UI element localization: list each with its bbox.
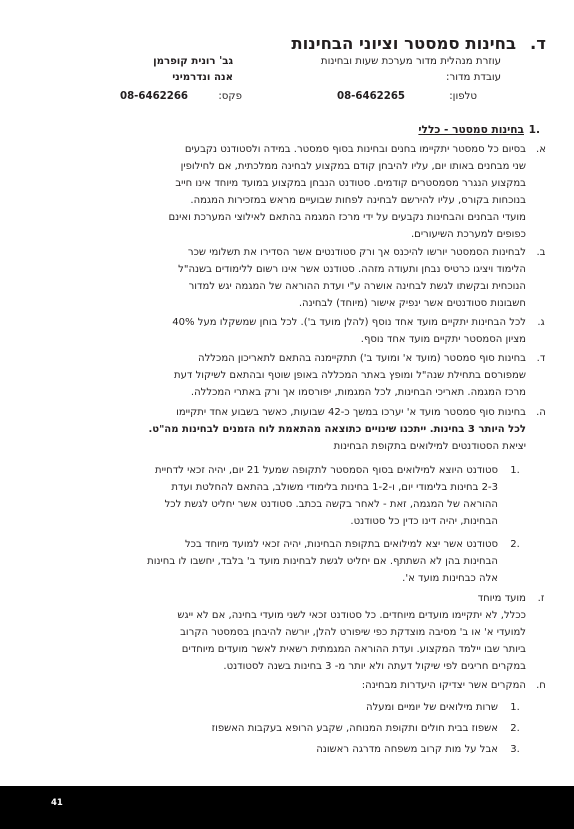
absence-title: המקרים אשר יצדיקו היעדרות מבחינה: (361, 680, 526, 691)
item-line: הלימוד ויציגו כרטיס נבחן ותעודה מזהה. סטודנט אשר אינו רשום ללימודים בשנה"ל (178, 264, 526, 275)
section-letter: ד. (530, 34, 546, 53)
list-item (74, 404, 546, 455)
item-line: ההוראה של המגמה, זאת - לאחר בקשה בכתב. סטודנט אשר יחליט לגשת לכל (164, 499, 498, 510)
item-line: למועדי א' או ב' מסיבה מוצדקת כפי שיפורט להלן, יורשה להיבחן בסמסטר הקרוב (180, 627, 526, 638)
absence-subitem (74, 720, 520, 737)
phone-label: טלפון: (449, 91, 477, 102)
contact-name-2: אנה ונדרמיני (172, 72, 233, 83)
item-line: לבחינות הסמסטר יורשו להיכנס אך ורק סטודנטים אשר הסדירו את תשלומי שכר (187, 247, 526, 258)
item-label: ג. (537, 317, 545, 328)
item-line: בנוכחות בקורס, עליו להירשם לבחינה לפחות שבועיים מראש במזכירות המגמה. (190, 195, 526, 206)
item-label: ז. (537, 593, 545, 604)
subitem-number: .1 (510, 465, 520, 476)
item-line: אשפוז בבית חולים ותקופת המנוחה, שקבע הרופא בעקבות האשפוז (211, 723, 498, 734)
item-line: לכל היותר 3 בחינות. ייתכנו שינויים כתוצאה מהתאמת לוח הזמנים לבחינות מה"ט. (148, 424, 526, 435)
list-item (74, 141, 546, 243)
item-line: הנוכחית ובקשתו לגשת לבחינה אושרה ע"י ועדת ההוראה של המגמה יגש למדור (188, 281, 526, 292)
item-line: מועדי הבחנים והבחינות נקבעים על ידי מרכז המגמה בהתאם לאילוצי המערכת ואינם (168, 212, 526, 223)
absence-item (74, 677, 546, 694)
item-line: סטודנט היוצא למילואים בסוף הסמסטר לתקופה שמעל 21 יום, יהיה זכאי לדחיית (155, 465, 498, 476)
item-line: בסיום כל סמסטר יתקיימו בחנים ובחינות בסוף סמסטר. במידה ולסטודנט נקבעים (184, 144, 526, 155)
special-title: מועד מיוחד (477, 593, 526, 604)
special-date-item (74, 590, 545, 675)
item-label: ב. (536, 247, 546, 258)
item-line: במקצוע הנגרר מסמסטרים קודמים. סטודנט הנבחן במקצוע במועד מיוחד אינו חייב (175, 178, 526, 189)
item-label: ה. (536, 407, 546, 418)
subitem-number: .3 (510, 744, 520, 755)
item-line: מציון הסמסטר יתקיים מועד אחד נוסף. (360, 334, 526, 345)
item-line: לכל הבחינות יתקיים מועד אחד נוסף (להלן מועד ב'). לכל בוחן שמשקלו מעל 40% (172, 317, 526, 328)
item-line: יציאת הסטודנטים למילואים בתקופת הבחינות (333, 441, 526, 452)
item-line: 2-3 בחינות בלימודי יום, ו-1-2 בחינות בלימודי משולב, בהתאם להחלטת ועדת (171, 482, 498, 493)
item-line: הבחינות, יהיה דינו כדין כל סטודנט. (350, 516, 498, 527)
section-title-text: בחינות סמסטר וציוני הבחינות (291, 34, 517, 53)
item-label: ח. (536, 680, 546, 691)
item-line: במקרים חריגים לפי שיקול דעתה ולא יותר מ- 3 בחינות בשנה לסטודנט. (223, 661, 526, 672)
fax-label: פקס: (218, 91, 242, 102)
page-number: 41 (51, 798, 63, 808)
subitem-number: .2 (510, 723, 520, 734)
item-line: שני מבחנים באותו יום, עליו להיבחן קודם במקצוע לבחינה ממלכתית, אם לחילופין (180, 161, 526, 172)
phone-value: 08-6462265 (337, 91, 406, 102)
item-line: סטודנט אשר יצא למילואים בתקופת הבחינות, יהיה זכאי למועד מיוחד בכל (184, 539, 498, 550)
section-title (291, 34, 546, 53)
contact-role-2: עובדת מדור: (446, 72, 501, 83)
item-line: הבחינות בהן לא השתתף. אם יחליט לגשת לבחינות מועד ב' בלבד, יחשבו לו בחינות (147, 556, 498, 567)
list-item (74, 314, 545, 348)
item-line: שמפורסם בתחילת שנה"ל ומופץ באתר המכללה באופן שוטף ובהתאם לשיקול דעת (174, 370, 526, 381)
subitem-number: .1 (510, 702, 520, 713)
item-line: שרות מילואים של יומיים ומעלה (366, 702, 498, 713)
item-line: בחינות סוף סמסטר מועד א' יערכו במשך כ-42 שבועות, כאשר בשבוע אחד יתקיימו (176, 407, 526, 418)
item-label: ד. (536, 353, 546, 364)
item-label: א. (536, 144, 546, 155)
item-line: מרכז המגמה. תאריכי הבחינות, לכל המגמות, יפורסמו אך ורק באתרי המכללה. (190, 387, 526, 398)
absence-subitem (74, 699, 520, 716)
item-line: חשבונות סטודנטים אשר ינפיק אישור (מיוחד) לבחינה. (298, 298, 526, 309)
item-line: אבל על מות קרוב משפחה מדרגה ראשונה (316, 744, 498, 755)
item-line: ככלל, לא יתקיימו מועדים מיוחדים. כל סטודנט זכאי לשני מועדי בחינה, אם לא ייגש (177, 610, 526, 621)
item-line: בחינות סוף סמסטר (מועד א' ומועד ב') תתקיימנה בהתאם לתאריכון המכללה (198, 353, 526, 364)
reserve-subitem (74, 462, 520, 530)
list-item (74, 244, 546, 312)
contact-role-1: עוזרת מנהלית מדור מערכת שעות ובחינות (320, 56, 501, 67)
contact-name-1: גב' רונית קופרמן (153, 56, 233, 67)
item-line: ביותר שבו יילמד המקצוע. ועדת ההוראה המגמתית רשאית לאשר מועדים מיוחדים (181, 644, 526, 655)
absence-subitem (74, 741, 520, 758)
reserve-subitem (74, 536, 520, 587)
subheading-title: בחינות סמסטר - כללי (418, 124, 524, 136)
fax-value: 08-6462266 (120, 91, 189, 102)
subheading-number: .1 (528, 124, 540, 136)
item-line: כפופים למערכת השיעורים. (410, 229, 526, 240)
list-item (74, 350, 546, 401)
item-line: אלה כבחינות מועד א'. (402, 573, 498, 584)
subitem-number: .2 (510, 539, 520, 550)
footer-band (0, 786, 574, 829)
